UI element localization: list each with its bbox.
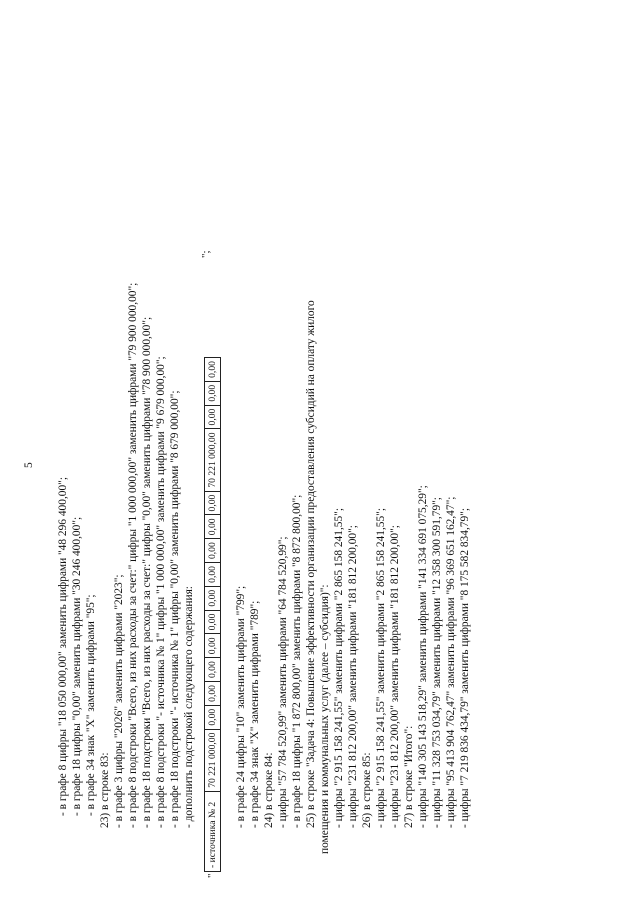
table-cell: 0,00 — [205, 515, 221, 539]
text-line: - в графе 34 знак "Х" заменить цифрами "95"; — [85, 594, 97, 816]
table-row — [205, 358, 221, 872]
table-cell: 0,00 — [205, 405, 221, 429]
text-line: - в графе 8 цифры "18 050 000,00" заменить цифрами "48 296 400,00"; — [57, 477, 69, 816]
text-line: - в графе 24 цифры "10" заменить цифрами "799"; — [235, 585, 247, 828]
table-cell: 0,00 — [205, 705, 221, 729]
text-line: - цифры "231 812 200,00" заменить цифрами "181 812 200,00"; — [389, 525, 401, 828]
page-number: 5 — [23, 462, 35, 468]
text-line: помещения и коммунальных услуг (далее – субсидия)": — [319, 584, 331, 854]
table-cell: 0,00 — [205, 610, 221, 634]
text-line: - цифры "7 219 836 434,79" заменить цифрами "8 175 582 834,79"; — [459, 508, 471, 828]
text-line: - дополнить подстрокой следующего содержания: — [183, 586, 195, 828]
text-line: - в графе 18 цифры "1 872 800,00" заменить цифрами "8 872 800,00"; — [291, 494, 303, 828]
text-line: - в графе 8 подстроки "Всего, из них расходы за счет:" цифры "1 000 000,00" заменить цифрами "79 900 000,00"; — [127, 282, 139, 828]
text-line: - в графе 18 подстроки "Всего, из них расходы за счет:" цифры "0,00" заменить цифрами "78 900 000,00"; — [141, 316, 153, 828]
inserted-subrow-table — [204, 357, 221, 872]
text-line: - цифры "231 812 200,00" заменить цифрами "181 812 200,00"; — [347, 525, 359, 828]
text-line: - в графе 18 цифры "0,00" заменить цифрами "30 246 400,00"; — [71, 516, 83, 816]
text-line: - цифры "140 305 143 518,29" заменить цифрами "141 334 691 075,29"; — [417, 485, 429, 828]
table-cell: 0,00 — [205, 539, 221, 563]
close-quote: "; — [200, 250, 212, 258]
text-line: - цифры "95 413 904 762,47" заменить цифрами "96 369 651 162,47"; — [445, 496, 457, 828]
rotated-document-body — [23, 28, 610, 878]
table-cell: 0,00 — [205, 586, 221, 610]
text-line: 24) в строке 84: — [263, 752, 275, 828]
table-cell: 70 221 000,00 — [205, 729, 221, 791]
text-line: - цифры "11 328 753 034,79" заменить цифрами "12 358 300 591,79"; — [431, 497, 443, 828]
text-line: 26) в строке 85: — [361, 752, 373, 828]
open-quote: " — [206, 873, 218, 878]
text-line: - цифры "2 915 158 241,55" заменить цифрами "2 865 158 241,55"; — [375, 508, 387, 828]
table-cell: 0,00 — [205, 381, 221, 405]
table-cell: 0,00 — [205, 563, 221, 587]
table-cell: 0,00 — [205, 634, 221, 658]
text-line: - в графе 34 знак "Х" заменить цифрами "789"; — [249, 600, 261, 828]
text-line: - цифры "57 784 520,99" заменить цифрами "64 784 520,99"; — [277, 536, 289, 828]
table-cell: 0,00 — [205, 658, 221, 682]
table-cell: - источника № 2 — [205, 791, 221, 871]
text-line: 23) в строке 83: — [99, 752, 111, 828]
text-line: 27) в строке "Итого": — [403, 725, 415, 828]
table-cell: 70 221 000,00 — [205, 429, 221, 491]
text-line: 25) в строке "Задача 4: Повышение эффективности организации предоставления субсидий на оплату жилого — [305, 300, 317, 828]
text-line: - цифры "2 915 158 241,55" заменить цифрами "2 865 158 241,55"; — [333, 508, 345, 828]
table-cell: 0,00 — [205, 491, 221, 515]
text-line: - в графе 3 цифры "2026" заменить цифрами "2023"; — [113, 574, 125, 828]
table-cell: 0,00 — [205, 358, 221, 382]
text-line: - в графе 18 подстроки "- источника № 1" цифры "0,00" заменить цифрами "8 679 000,00"; — [169, 390, 181, 828]
text-line: - в графе 8 подстроки "- источника № 1" цифры "1 000 000,00" заменить цифрами "9 679 000,00"; — [155, 356, 167, 828]
table-cell: 0,00 — [205, 682, 221, 706]
